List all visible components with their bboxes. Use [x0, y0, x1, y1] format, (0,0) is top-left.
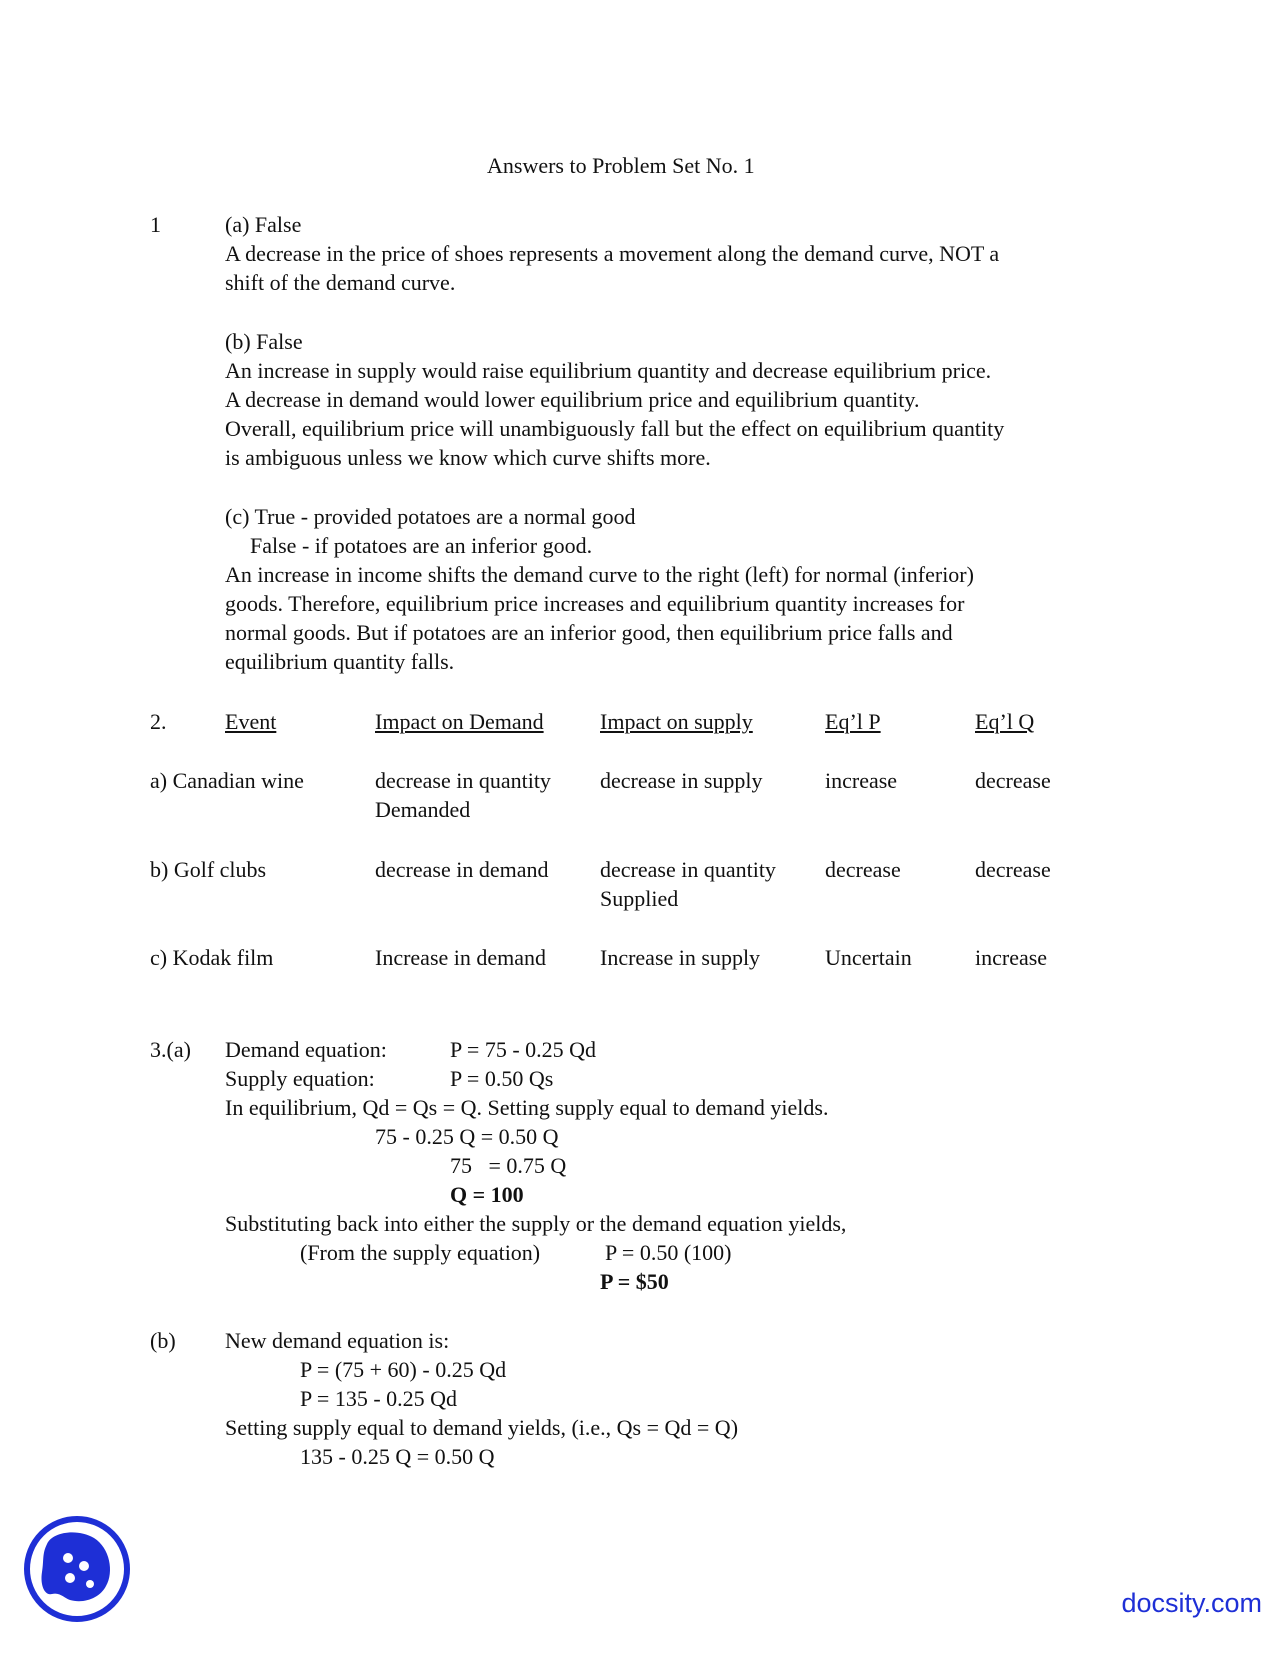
equation-step: 75 - 0.25 Q = 0.50 Q	[375, 1124, 559, 1149]
table-cell-supply: decrease in supply	[600, 768, 763, 793]
new-demand-equation: P = 135 - 0.25 Qd	[300, 1386, 458, 1411]
docsity-brand-link[interactable]: docsity.com	[1121, 1588, 1262, 1618]
table-cell-demand: decrease in quantity	[375, 768, 551, 793]
table-cell-supply: Supplied	[600, 886, 679, 911]
q1b-text-line: Overall, equilibrium price will unambiguously fall but the effect on equilibrium quantity	[225, 416, 1005, 441]
page-title: Answers to Problem Set No. 1	[487, 153, 755, 178]
equilibrium-text: In equilibrium, Qd = Qs = Q. Setting supply equal to demand yields.	[225, 1095, 829, 1120]
substitution-text: Substituting back into either the supply or the demand equation yields,	[225, 1211, 847, 1236]
q1b-text-line: An increase in supply would raise equilibrium quantity and decrease equilibrium price.	[225, 358, 992, 383]
table-cell-demand: Increase in demand	[375, 945, 547, 970]
q1c-text-line: normal goods. But if potatoes are an inferior good, then equilibrium price falls and	[225, 620, 953, 645]
table-cell-event: a) Canadian wine	[150, 768, 304, 793]
table-cell-eq-quantity: decrease	[975, 768, 1051, 793]
table-header-supply: Impact on supply	[600, 709, 753, 734]
setting-text: Setting supply equal to demand yields, (i.e., Qs = Qd = Q)	[225, 1415, 739, 1440]
table-cell-eq-price: Uncertain	[825, 945, 912, 970]
table-cell-eq-price: increase	[825, 768, 898, 793]
q1b-text-line: is ambiguous unless we know which curve shifts more.	[225, 445, 711, 470]
price-calculation: P = 0.50 (100)	[605, 1240, 732, 1265]
q1b-answer: (b) False	[225, 329, 303, 354]
result-quantity: Q = 100	[450, 1182, 524, 1207]
table-cell-eq-price: decrease	[825, 857, 901, 882]
table-header-demand: Impact on Demand	[375, 709, 544, 734]
table-cell-demand: Demanded	[375, 797, 471, 822]
table-header-eq-price: Eq’l P	[825, 709, 881, 734]
demand-equation-label: Demand equation:	[225, 1037, 387, 1062]
q1c-text-line: equilibrium quantity falls.	[225, 649, 455, 674]
q1a-text-line: shift of the demand curve.	[225, 270, 456, 295]
q1a-text-line: A decrease in the price of shoes represents a movement along the demand curve, NOT a	[225, 241, 1000, 266]
new-demand-equation: P = (75 + 60) - 0.25 Qd	[300, 1357, 507, 1382]
new-demand-intro: New demand equation is:	[225, 1328, 450, 1353]
q1c-text-line: goods. Therefore, equilibrium price increases and equilibrium quantity increases for	[225, 591, 965, 616]
q1c-text-line: An increase in income shifts the demand curve to the right (left) for normal (inferior)	[225, 562, 974, 587]
q2-number: 2.	[150, 709, 167, 734]
table-header-event: Event	[225, 709, 277, 734]
q1c-answer-false: False - if potatoes are an inferior good.	[250, 533, 593, 558]
table-cell-eq-quantity: increase	[975, 945, 1048, 970]
table-cell-event: c) Kodak film	[150, 945, 274, 970]
docsity-logo-icon[interactable]	[22, 1514, 132, 1624]
supply-equation: P = 0.50 Qs	[450, 1066, 554, 1091]
q1a-answer: (a) False	[225, 212, 302, 237]
q3b-label: (b)	[150, 1328, 176, 1353]
q1b-text-line: A decrease in demand would lower equilibrium price and equilibrium quantity.	[225, 387, 920, 412]
table-cell-event: b) Golf clubs	[150, 857, 267, 882]
demand-equation: P = 75 - 0.25 Qd	[450, 1037, 597, 1062]
equation-step: 75 = 0.75 Q	[450, 1153, 567, 1178]
table-cell-eq-quantity: decrease	[975, 857, 1051, 882]
table-cell-demand: decrease in demand	[375, 857, 549, 882]
equation-step: 135 - 0.25 Q = 0.50 Q	[300, 1444, 495, 1469]
table-cell-supply: decrease in quantity	[600, 857, 776, 882]
q3a-label: 3.(a)	[150, 1037, 191, 1062]
table-cell-supply: Increase in supply	[600, 945, 761, 970]
q1c-answer-true: (c) True - provided potatoes are a normal good	[225, 504, 636, 529]
supply-equation-label: Supply equation:	[225, 1066, 375, 1091]
q1-number: 1	[150, 212, 161, 237]
from-supply-note: (From the supply equation)	[300, 1240, 541, 1265]
result-price: P = $50	[600, 1269, 669, 1294]
table-header-eq-quantity: Eq’l Q	[975, 709, 1035, 734]
